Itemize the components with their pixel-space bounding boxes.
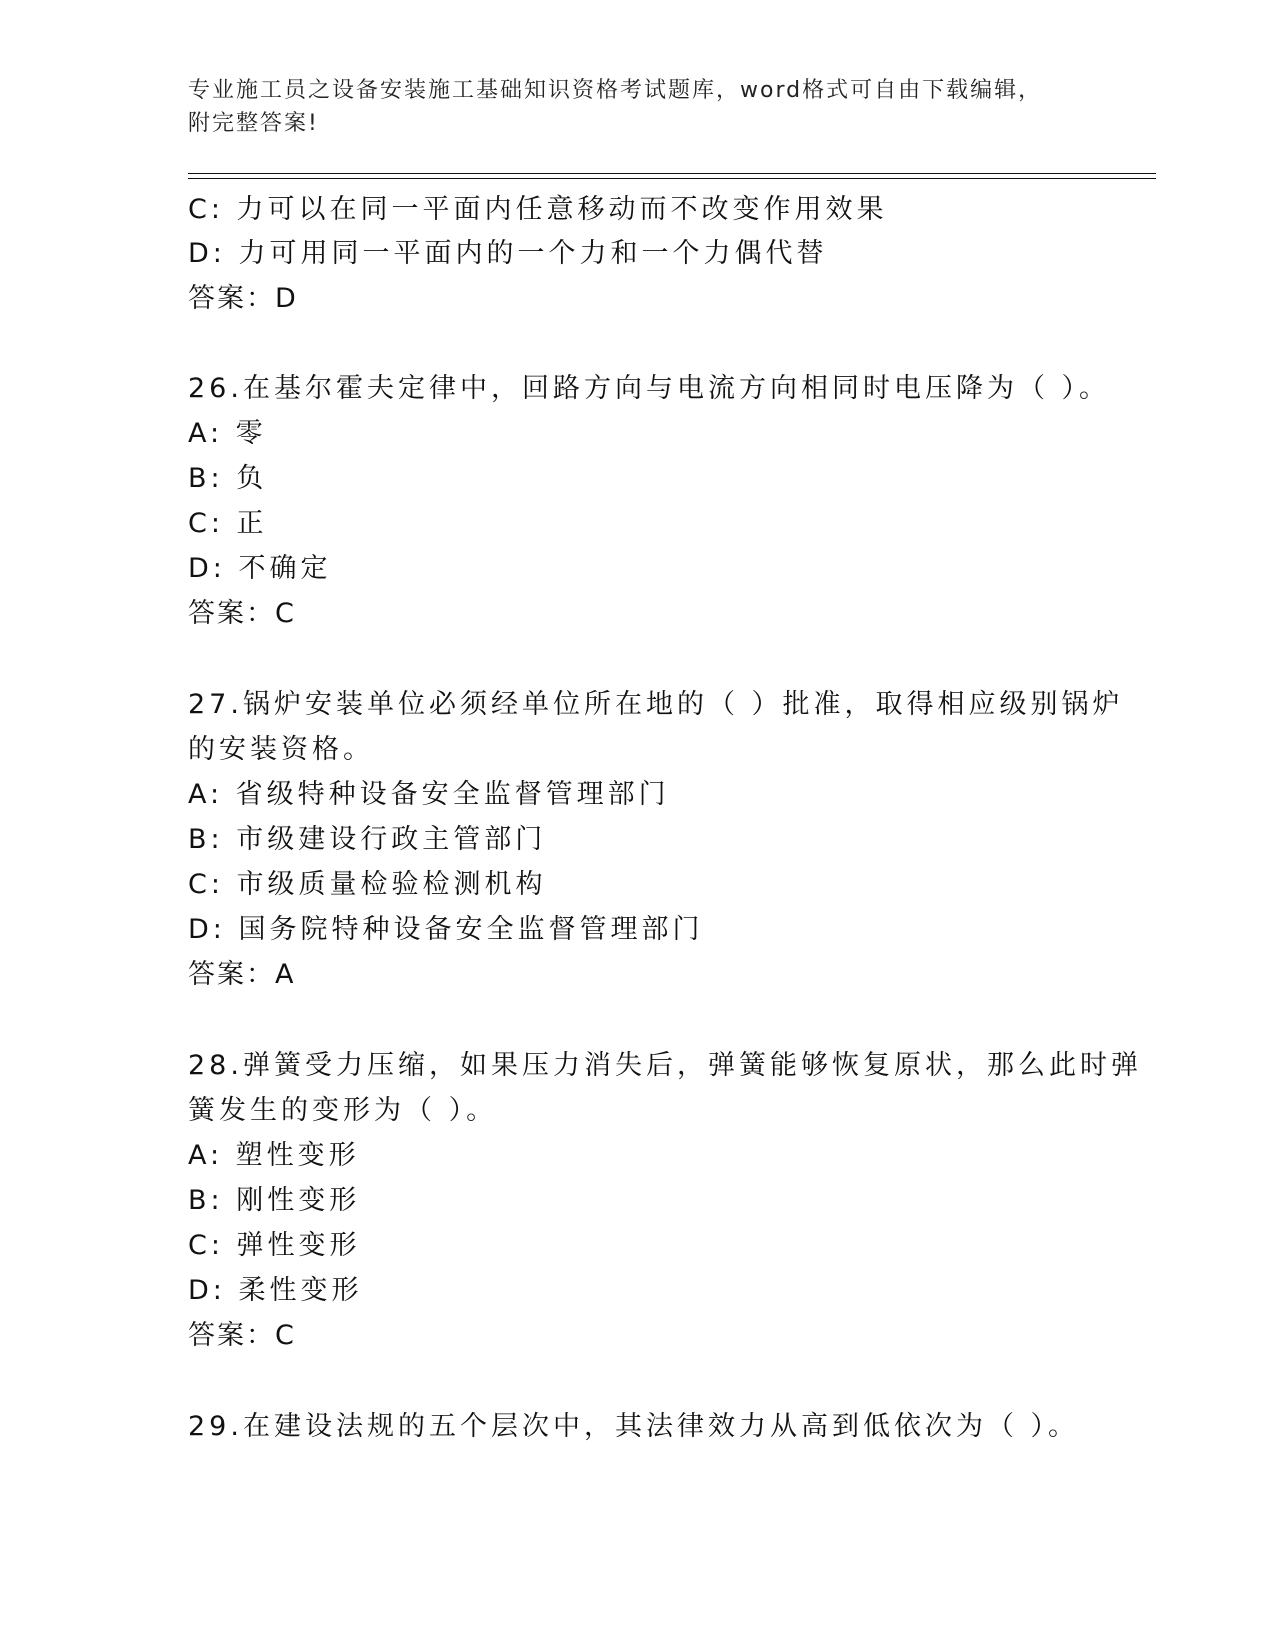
header-rule-bottom (188, 178, 1156, 179)
header-rule-top (188, 173, 1156, 174)
option-line: A: 省级特种设备安全监督管理部门 (188, 779, 670, 810)
option-line: A: 零 (188, 418, 267, 449)
option-line: C: 弹性变形 (188, 1230, 361, 1261)
option-line: D: 柔性变形 (188, 1275, 363, 1306)
question-line: 28.弹簧受力压缩，如果压力消失后，弹簧能够恢复原状，那么此时弹 (188, 1050, 1142, 1081)
option-line: A: 塑性变形 (188, 1140, 360, 1171)
option-line: B: 负 (188, 463, 268, 494)
option-line: D: 力可用同一平面内的一个力和一个力偶代替 (188, 238, 828, 269)
option-line: B: 市级建设行政主管部门 (188, 824, 547, 855)
option-line: B: 刚性变形 (188, 1185, 361, 1216)
answer-line: 答案：A (188, 959, 296, 990)
document-header (188, 74, 1088, 140)
header-line-2: 附完整答案! (188, 111, 319, 136)
question-line: 27.锅炉安装单位必须经单位所在地的（ ）批准，取得相应级别锅炉 (188, 689, 1124, 720)
answer-line: 答案：C (188, 598, 296, 629)
question-line: 26.在基尔霍夫定律中，回路方向与电流方向相同时电压降为（ ）。 (188, 373, 1111, 404)
option-line: C: 正 (188, 508, 268, 539)
answer-line: 答案：C (188, 1320, 296, 1351)
question-line: 29.在建设法规的五个层次中，其法律效力从高到低依次为（ ）。 (188, 1411, 1080, 1442)
header-line-1: 专业施工员之设备安装施工基础知识资格考试题库，word格式可自由下载编辑， (188, 78, 1043, 103)
option-line: D: 不确定 (188, 553, 332, 584)
question-line: 簧发生的变形为（ ）。 (188, 1095, 498, 1126)
option-line: D: 国务院特种设备安全监督管理部门 (188, 914, 704, 945)
answer-line: 答案：D (188, 283, 298, 314)
question-line: 的安装资格。 (188, 734, 374, 765)
option-line: C: 力可以在同一平面内任意移动而不改变作用效果 (188, 194, 888, 225)
option-line: C: 市级质量检验检测机构 (188, 869, 547, 900)
